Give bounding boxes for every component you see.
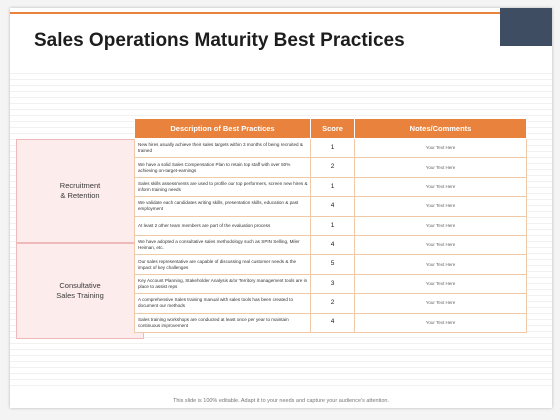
top-accent-line xyxy=(10,12,505,14)
row-description: We validate each candidates writing skills, presentation skills, education & past employment xyxy=(135,197,311,216)
best-practices-table xyxy=(134,118,527,333)
row-description: We have adopted a consultative sales methodology such as SPIN Selling, Miler Heiman, etc. xyxy=(135,235,311,254)
group-label: Consultative Sales Training xyxy=(56,281,104,300)
group-recruitment-retention xyxy=(16,139,144,243)
row-description: Sales skills assessments are used to profile our top performers, screen new hires & inform training needs xyxy=(135,177,311,196)
header-notes: Notes/Comments xyxy=(355,119,527,139)
group-label: Recruitment & Retention xyxy=(59,181,101,200)
row-description: Our sales representative are capable of discussing real customer needs & the impact of key challenges xyxy=(135,255,311,274)
row-score[interactable]: 4 xyxy=(311,197,355,216)
table-row xyxy=(135,177,527,196)
row-description: Sales training workshops are conducted at least once per year to maintain continuous improvement xyxy=(135,313,311,332)
row-score[interactable]: 5 xyxy=(311,255,355,274)
row-notes[interactable]: Your Text Here xyxy=(355,313,527,332)
footer-note: This slide is 100% editable. Adapt it to your needs and capture your audience's attention. xyxy=(173,398,389,404)
table-row xyxy=(135,313,527,332)
row-score[interactable]: 1 xyxy=(311,216,355,235)
header-score: Score xyxy=(311,119,355,139)
page-title: Sales Operations Maturity Best Practices xyxy=(34,30,405,51)
row-notes[interactable]: Your Text Here xyxy=(355,274,527,293)
table-row xyxy=(135,255,527,274)
row-description: We have a solid Sales Compensation Plan to retain top staff with over 50% achieving on-target-earnings xyxy=(135,158,311,177)
row-notes[interactable]: Your Text Here xyxy=(355,216,527,235)
row-notes[interactable]: Your Text Here xyxy=(355,177,527,196)
table-row xyxy=(135,158,527,177)
row-score[interactable]: 1 xyxy=(311,139,355,158)
table-header-row xyxy=(135,119,527,139)
table-row xyxy=(135,274,527,293)
row-score[interactable]: 4 xyxy=(311,313,355,332)
row-score[interactable]: 2 xyxy=(311,158,355,177)
table-row xyxy=(135,294,527,313)
row-notes[interactable]: Your Text Here xyxy=(355,235,527,254)
row-score[interactable]: 4 xyxy=(311,235,355,254)
row-notes[interactable]: Your Text Here xyxy=(355,294,527,313)
row-score[interactable]: 1 xyxy=(311,177,355,196)
row-description: A comprehensive Sales training manual with sales tools has been created to document our methods xyxy=(135,294,311,313)
row-notes[interactable]: Your Text Here xyxy=(355,197,527,216)
row-description: New hires usually achieve their sales targets within 3 months of being recruited & trained xyxy=(135,139,311,158)
group-consultative-sales-training xyxy=(16,243,144,339)
table-row xyxy=(135,139,527,158)
header-description: Description of Best Practices xyxy=(135,119,311,139)
table-row xyxy=(135,235,527,254)
row-score[interactable]: 2 xyxy=(311,294,355,313)
row-notes[interactable]: Your Text Here xyxy=(355,158,527,177)
row-description: Key Account Planning, Stakeholder Analysis &/or Territory management tools are in place to assist reps xyxy=(135,274,311,293)
corner-block xyxy=(500,8,552,46)
row-score[interactable]: 3 xyxy=(311,274,355,293)
table-row xyxy=(135,197,527,216)
table-row xyxy=(135,216,527,235)
row-notes[interactable]: Your Text Here xyxy=(355,255,527,274)
row-description: At least 2 other team members are part of the evaluation process xyxy=(135,216,311,235)
row-notes[interactable]: Your Text Here xyxy=(355,139,527,158)
